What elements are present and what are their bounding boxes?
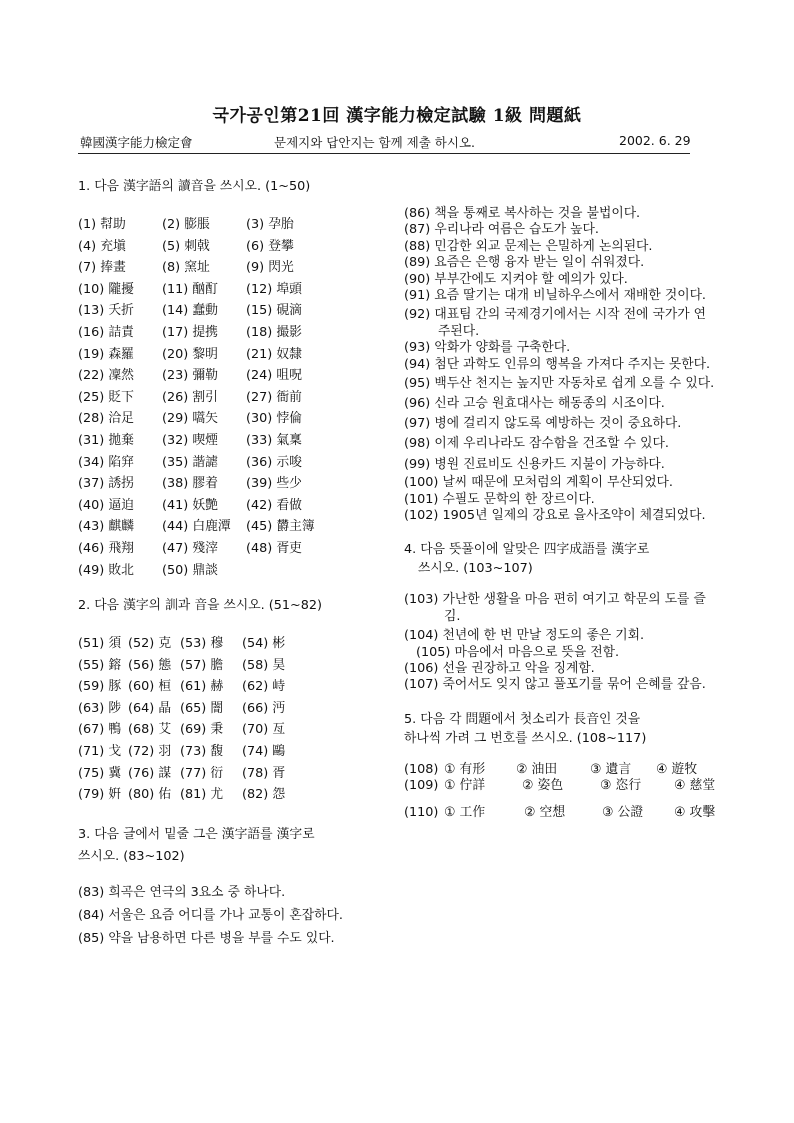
question-number: (97) xyxy=(404,415,431,431)
question-number: (107) xyxy=(404,677,439,693)
question-text: 죽어서도 잊지 않고 풀포기를 묶어 은혜를 갚음. xyxy=(442,677,706,693)
list-item: (44) 白鹿潭 xyxy=(162,519,231,535)
list-item: (15) 硯滴 xyxy=(246,303,302,319)
choice: ④ 遊牧 xyxy=(656,761,698,777)
list-item: (48) 胥吏 xyxy=(246,540,302,556)
question-105 xyxy=(404,645,716,661)
question-number: (106) xyxy=(404,660,439,676)
list-item: (79) 姸 xyxy=(78,787,122,803)
section2-heading: 2. 다음 漢字의 訓과 音을 쓰시오. (51~82) xyxy=(78,598,323,614)
question-number: (90) xyxy=(404,271,431,287)
section4-heading-line1: 4. 다음 뜻풀이에 알맞은 四字成語를 漢字로 xyxy=(404,542,650,558)
choice: ③ 遺言 xyxy=(590,761,632,777)
list-item: (37) 誘拐 xyxy=(78,476,134,492)
section3-left-items xyxy=(78,882,390,949)
grid-row xyxy=(78,430,390,452)
question-89 xyxy=(404,255,716,271)
question-83 xyxy=(78,882,390,903)
grid-row xyxy=(78,279,390,301)
list-item: (28) 洽足 xyxy=(78,411,134,427)
question-87 xyxy=(404,222,716,238)
list-item: (67) 鴨 xyxy=(78,722,122,738)
question-number: (88) xyxy=(404,238,431,254)
question-text: 요즘은 은행 융자 받는 일이 쉬워졌다. xyxy=(434,255,645,271)
question-text: 악화가 양화를 구축한다. xyxy=(434,340,571,356)
list-item: (53) 穆 xyxy=(180,636,224,652)
list-item: (27) 衙前 xyxy=(246,389,302,405)
list-item: (6) 登攀 xyxy=(246,238,294,254)
grid-row xyxy=(78,495,390,517)
list-item: (30) 悖倫 xyxy=(246,411,302,427)
list-item: (76) 謀 xyxy=(128,765,172,781)
list-item: (13) 夭折 xyxy=(78,303,134,319)
list-item: (29) 嚆矢 xyxy=(162,411,218,427)
choice: ② 油田 xyxy=(516,761,558,777)
list-item: (31) 拋棄 xyxy=(78,432,134,448)
question-number: (92) xyxy=(404,307,431,323)
list-item: (49) 敗北 xyxy=(78,562,134,578)
section4-items xyxy=(404,592,716,693)
list-item: (64) 晶 xyxy=(128,700,172,716)
question-107 xyxy=(404,677,716,693)
question-text: 약을 남용하면 다른 병을 부를 수도 있다. xyxy=(108,930,335,946)
list-item: (19) 森羅 xyxy=(78,346,134,362)
grid-row xyxy=(78,473,390,495)
choice: ④ 慈堂 xyxy=(674,778,716,794)
list-item: (45) 欝主簿 xyxy=(246,519,315,535)
list-item: (42) 看做 xyxy=(246,497,302,513)
question-text: 백두산 천지는 높지만 자동차로 쉽게 오를 수 있다. xyxy=(434,376,715,392)
section5-items xyxy=(404,762,716,821)
list-item: (75) 冀 xyxy=(78,765,122,781)
question-99 xyxy=(404,457,716,473)
question-text: 희곡은 연극의 3요소 중 하나다. xyxy=(108,884,286,900)
question-98 xyxy=(404,436,716,452)
list-item: (9) 閃光 xyxy=(246,260,294,276)
list-item: (61) 赫 xyxy=(180,679,224,695)
page-title: 국가공인第21回 漢字能力檢定試驗 1級 問題紙 xyxy=(212,106,582,126)
list-item: (56) 態 xyxy=(128,657,172,673)
section1-heading: 1. 다음 漢字語의 讀音을 쓰시오. (1~50) xyxy=(78,179,311,194)
list-item: (73) 馥 xyxy=(180,744,224,760)
grid-row xyxy=(78,655,390,677)
question-number: (95) xyxy=(404,376,431,392)
list-item: (41) 妖艶 xyxy=(162,497,218,513)
grid-row xyxy=(78,452,390,474)
grid-row xyxy=(78,560,390,582)
question-text: 서울은 요즘 어디를 가나 교통이 혼잡하다. xyxy=(108,907,343,923)
choice: ① 佇詳 xyxy=(444,778,486,794)
grid-row xyxy=(78,516,390,538)
list-item: (14) 蠢動 xyxy=(162,303,218,319)
list-item: (4) 充塡 xyxy=(78,238,126,254)
instruction: 문제지와 답안지는 함께 제출 하시오. xyxy=(274,135,475,150)
question-109 xyxy=(404,778,716,794)
section2-grid xyxy=(78,633,390,806)
exam-date: 2002. 6. 29 xyxy=(619,133,691,148)
section3-heading xyxy=(78,824,390,868)
list-item: (1) 幇助 xyxy=(78,217,126,232)
list-item: (68) 艾 xyxy=(128,722,172,738)
question-text: 병원 진료비도 신용카드 지불이 가능하다. xyxy=(434,456,665,472)
list-item: (57) 膽 xyxy=(180,657,224,673)
grid-row xyxy=(78,344,390,366)
list-item: (78) 胥 xyxy=(242,765,286,781)
question-110 xyxy=(404,805,716,821)
grid-row xyxy=(78,676,390,698)
question-text: 마음에서 마음으로 뜻을 전함. xyxy=(454,644,620,660)
list-item: (33) 氣稟 xyxy=(246,432,302,448)
question-106 xyxy=(404,661,716,677)
grid-row xyxy=(78,538,390,560)
grid-row xyxy=(78,365,390,387)
list-item: (34) 陷穽 xyxy=(78,454,134,470)
question-96 xyxy=(404,396,716,412)
grid-row xyxy=(78,784,390,806)
list-item: (32) 喫煙 xyxy=(162,432,218,448)
choice: ① 有形 xyxy=(444,761,486,777)
question-103 xyxy=(404,592,716,625)
question-text: 날씨 때문에 모처럼의 계획이 무산되었다. xyxy=(442,475,673,491)
list-item: (23) 彌勒 xyxy=(162,368,218,384)
grid-row xyxy=(78,763,390,785)
question-text: 민감한 외교 문제는 은밀하게 논의된다. xyxy=(434,238,653,254)
left-column xyxy=(78,176,390,949)
question-number: (86) xyxy=(404,206,431,221)
grid-row xyxy=(78,257,390,279)
list-item: (12) 埠頭 xyxy=(246,281,302,297)
list-item: (62) 峙 xyxy=(242,679,286,695)
section4-heading xyxy=(404,540,716,578)
list-item: (25) 貶下 xyxy=(78,389,134,405)
organization: 韓國漢字能力檢定會 xyxy=(80,135,193,150)
grid-row xyxy=(78,719,390,741)
list-item: (24) 咀呪 xyxy=(246,368,302,384)
question-90 xyxy=(404,272,716,288)
question-number: (94) xyxy=(404,356,431,372)
section5-heading-line1: 5. 다음 각 問題에서 첫소리가 長音인 것을 xyxy=(404,711,641,727)
grid-row xyxy=(78,633,390,655)
question-100 xyxy=(404,475,716,491)
list-item: (54) 彬 xyxy=(242,636,286,652)
question-number: (110) xyxy=(404,804,439,820)
question-number: (89) xyxy=(404,255,431,271)
question-86 xyxy=(404,206,716,222)
question-text: 신라 고승 원효대사는 해동종의 시조이다. xyxy=(434,396,665,412)
list-item: (17) 提携 xyxy=(162,324,218,340)
question-85 xyxy=(78,928,390,949)
grid-row xyxy=(78,322,390,344)
question-number: (84) xyxy=(78,907,105,923)
question-92 xyxy=(404,307,716,340)
question-number: (101) xyxy=(404,491,439,507)
list-item: (3) 孕胎 xyxy=(246,217,294,232)
question-number: (85) xyxy=(78,930,105,946)
question-number: (87) xyxy=(404,222,431,238)
choice: ③ 恣行 xyxy=(600,778,642,794)
question-text: 요즘 딸기는 대개 비닐하우스에서 재배한 것이다. xyxy=(434,288,707,304)
list-item: (5) 刺戟 xyxy=(162,238,210,254)
list-item: (21) 奴隸 xyxy=(246,346,302,362)
list-item: (7) 捧畫 xyxy=(78,260,126,276)
grid-row xyxy=(78,214,390,236)
question-101 xyxy=(404,492,716,508)
question-number: (104) xyxy=(404,628,439,644)
list-item: (50) 鼎談 xyxy=(162,562,218,578)
grid-row xyxy=(78,741,390,763)
question-104 xyxy=(404,628,716,644)
choice: ① 工作 xyxy=(444,804,486,820)
choice: ② 空想 xyxy=(524,804,566,820)
question-text: 병에 걸리지 않도록 예방하는 것이 중요하다. xyxy=(434,415,682,431)
list-item: (43) 麒麟 xyxy=(78,519,134,535)
section5-heading xyxy=(404,710,716,748)
question-number: (108) xyxy=(404,761,439,777)
list-item: (38) 膠着 xyxy=(162,476,218,492)
question-number: (96) xyxy=(404,396,431,412)
choice: ③ 公證 xyxy=(602,804,644,820)
list-item: (70) 亙 xyxy=(242,722,286,738)
list-item: (10) 隴擾 xyxy=(78,281,134,297)
question-84 xyxy=(78,905,390,926)
list-item: (59) 豚 xyxy=(78,679,122,695)
question-text: 천년에 한 번 만날 정도의 좋은 기회. xyxy=(442,628,645,644)
question-number: (105) xyxy=(416,644,451,660)
grid-row xyxy=(78,387,390,409)
question-number: (83) xyxy=(78,884,105,900)
question-text: 가난한 생활을 마음 편히 여기고 학문의 도를 즐김. xyxy=(442,592,706,624)
list-item: (11) 酗酊 xyxy=(162,281,218,297)
question-number: (91) xyxy=(404,288,431,304)
question-number: (99) xyxy=(404,456,431,472)
list-item: (16) 詰責 xyxy=(78,324,134,340)
section3-right-items xyxy=(404,206,716,524)
list-item: (26) 割引 xyxy=(162,389,218,405)
question-94 xyxy=(404,357,716,373)
list-item: (20) 黎明 xyxy=(162,346,218,362)
list-item: (74) 鷗 xyxy=(242,744,286,760)
question-text: 수필도 문학의 한 장르이다. xyxy=(442,491,595,507)
choice: ④ 攻擊 xyxy=(674,804,716,820)
section3-heading-line2: 쓰시오. (83~102) xyxy=(78,848,185,864)
list-item: (2) 膨脹 xyxy=(162,217,210,232)
list-item: (55) 鎔 xyxy=(78,657,122,673)
question-102 xyxy=(404,508,716,524)
question-95 xyxy=(404,376,716,392)
list-item: (71) 戈 xyxy=(78,744,122,760)
list-item: (18) 撮影 xyxy=(246,324,302,340)
section5-heading-line2: 하나씩 가려 그 번호를 쓰시오. (108~117) xyxy=(404,730,647,746)
choice: ② 姿色 xyxy=(522,778,564,794)
list-item: (52) 克 xyxy=(128,636,172,652)
question-text: 부부간에도 지켜야 할 예의가 있다. xyxy=(434,271,628,287)
grid-row xyxy=(78,698,390,720)
list-item: (51) 須 xyxy=(78,636,122,652)
section1-grid xyxy=(78,214,390,581)
list-item: (66) 沔 xyxy=(242,700,286,716)
grid-row xyxy=(78,300,390,322)
list-item: (35) 諧謔 xyxy=(162,454,218,470)
question-number: (103) xyxy=(404,592,439,608)
list-item: (69) 秉 xyxy=(180,722,224,738)
list-item: (58) 昊 xyxy=(242,657,286,673)
header-bar xyxy=(78,131,690,154)
question-text: 책을 통째로 복사하는 것을 불법이다. xyxy=(434,206,641,221)
question-number: (93) xyxy=(404,340,431,356)
list-item: (63) 陟 xyxy=(78,700,122,716)
list-item: (77) 衍 xyxy=(180,765,224,781)
list-item: (72) 羽 xyxy=(128,744,172,760)
question-91 xyxy=(404,288,716,304)
list-item: (65) 闇 xyxy=(180,700,224,716)
question-text: 이제 우리나라도 잠수함을 건조할 수 있다. xyxy=(434,436,669,452)
question-number: (109) xyxy=(404,778,439,794)
question-text: 첨단 과학도 인류의 행복을 가져다 주지는 못한다. xyxy=(434,356,711,372)
list-item: (82) 怨 xyxy=(242,787,286,803)
section4-heading-line2: 쓰시오. (103~107) xyxy=(418,561,533,577)
question-text: 선을 권장하고 악을 징계함. xyxy=(442,660,595,676)
question-88 xyxy=(404,239,716,255)
question-text: 1905년 일제의 강요로 을사조약이 체결되었다. xyxy=(442,507,706,523)
question-text: 우리나라 여름은 습도가 높다. xyxy=(434,222,599,238)
list-item: (46) 飛翔 xyxy=(78,540,134,556)
question-number: (102) xyxy=(404,507,439,523)
list-item: (80) 佑 xyxy=(128,787,172,803)
list-item: (47) 殘滓 xyxy=(162,540,218,556)
question-93 xyxy=(404,340,716,356)
list-item: (39) 些少 xyxy=(246,476,302,492)
question-108 xyxy=(404,762,716,778)
list-item: (36) 示唆 xyxy=(246,454,302,470)
list-item: (22) 凜然 xyxy=(78,368,134,384)
section3-heading-line1: 3. 다음 글에서 밑줄 그은 漢字語를 漢字로 xyxy=(78,826,315,842)
list-item: (81) 尤 xyxy=(180,787,224,803)
grid-row xyxy=(78,408,390,430)
list-item: (40) 逼迫 xyxy=(78,497,134,513)
question-number: (98) xyxy=(404,436,431,452)
grid-row xyxy=(78,236,390,258)
list-item: (8) 窯址 xyxy=(162,260,210,276)
question-97 xyxy=(404,416,716,432)
right-column xyxy=(404,206,716,821)
question-text: 대표팀 간의 국제경기에서는 시작 전에 국가가 연주된다. xyxy=(434,307,707,339)
question-number: (100) xyxy=(404,475,439,491)
list-item: (60) 桓 xyxy=(128,679,172,695)
